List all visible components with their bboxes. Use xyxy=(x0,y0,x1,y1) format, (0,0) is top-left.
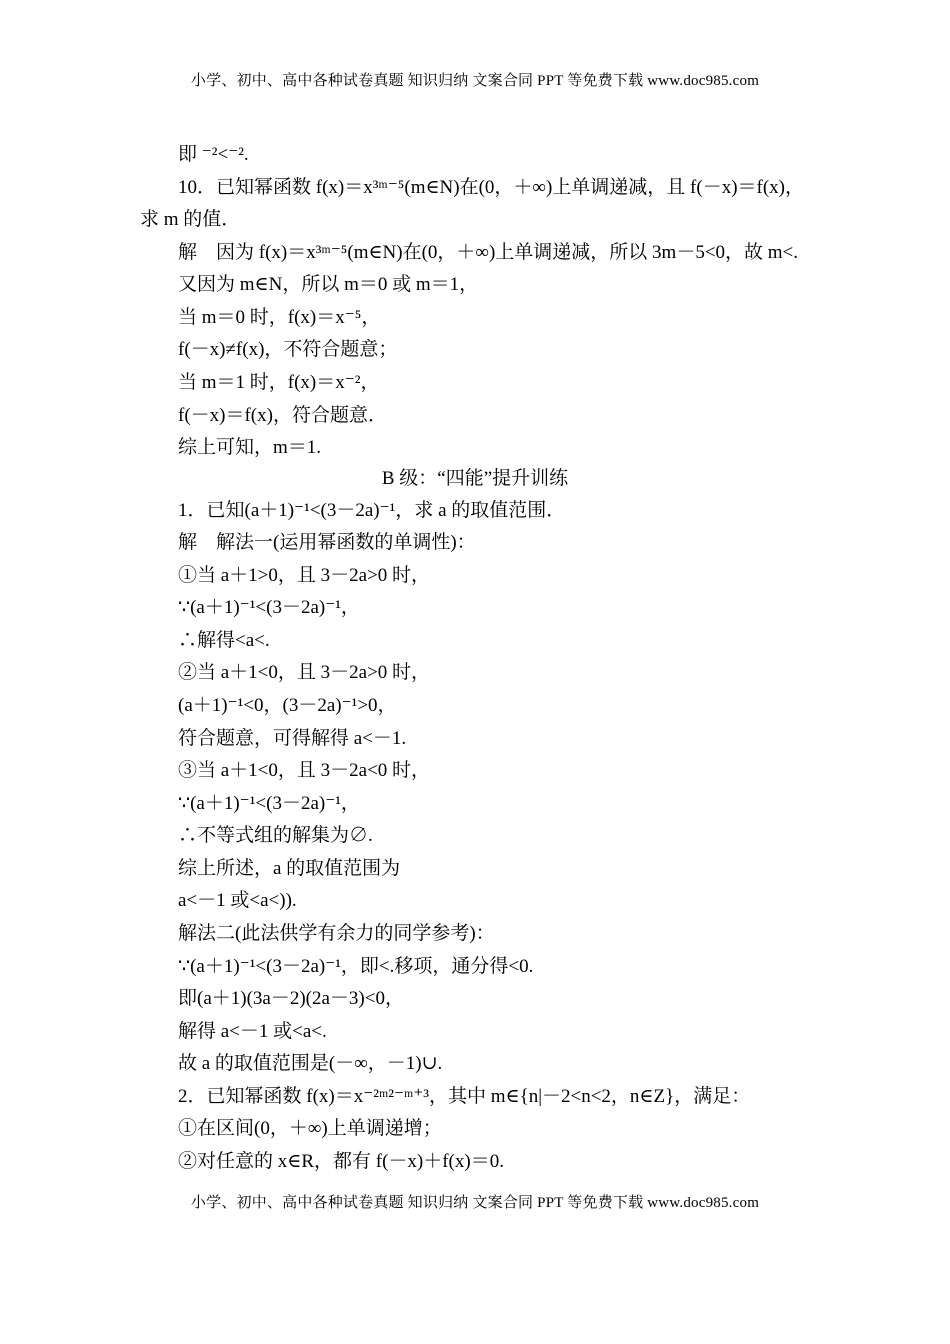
solution-line: 即(a＋1)(3a－2)(2a－3)<0， xyxy=(178,988,404,1009)
solution-line: 符合题意，可得解得 a<－1. xyxy=(178,728,407,749)
problem-1-line: 1．已知(a＋1)⁻¹<(3－2a)⁻¹，求 a 的取值范围． xyxy=(178,500,566,521)
solution-line: 当 m＝1 时，f(x)＝x⁻²， xyxy=(178,372,380,393)
solution-line: 当 m＝0 时，f(x)＝x⁻⁵， xyxy=(178,307,381,328)
solution-line: 解 因为 f(x)＝x³ᵐ⁻⁵(m∈N)在(0，＋∞)上单调递减，所以 3m－5<0，故 m<. xyxy=(178,242,799,263)
solution-line: a<－1 或<a<)). xyxy=(178,890,297,911)
text-line: 即 ⁻²<⁻². xyxy=(178,144,249,165)
solution-line: ∴不等式组的解集为∅. xyxy=(178,825,373,846)
solution-line: 故 a 的取值范围是(－∞，－1)∪. xyxy=(178,1053,443,1074)
solution-line: ①当 a＋1>0，且 3－2a>0 时， xyxy=(178,565,431,586)
solution-line: ∵(a＋1)⁻¹<(3－2a)⁻¹， xyxy=(178,793,360,814)
solution-line: 解法二(此法供学有余力的同学参考)： xyxy=(178,923,495,944)
solution-line: 又因为 m∈N，所以 m＝0 或 m＝1， xyxy=(178,274,479,295)
page-footer: 小学、初中、高中各种试卷真题 知识归纳 文案合同 PPT 等免费下载 www.doc985.com xyxy=(190,1195,760,1211)
solution-line: 解 解法一(运用幂函数的单调性)： xyxy=(178,532,476,553)
solution-line: 解得 a<－1 或<a<. xyxy=(178,1021,327,1042)
solution-line: ∵(a＋1)⁻¹<(3－2a)⁻¹， xyxy=(178,597,360,618)
solution-line: ②当 a＋1<0，且 3－2a>0 时， xyxy=(178,662,431,683)
solution-line: 综上可知，m＝1. xyxy=(178,437,322,458)
solution-line: 综上所述，a 的取值范围为 xyxy=(178,858,401,879)
section-heading: B 级：“四能”提升训练 xyxy=(381,468,569,489)
problem-2-condition: ①在区间(0，＋∞)上单调递增； xyxy=(178,1118,442,1139)
solution-line: ∵(a＋1)⁻¹<(3－2a)⁻¹，即<.移项，通分得<0. xyxy=(178,956,534,977)
solution-line: (a＋1)⁻¹<0，(3－2a)⁻¹>0， xyxy=(178,695,397,716)
problem-2-condition: ②对任意的 x∈R，都有 f(－x)＋f(x)＝0. xyxy=(178,1151,504,1172)
problem-2-line: 2．已知幂函数 f(x)＝x⁻²ᵐ²⁻ᵐ⁺³，其中 m∈{n|－2<n<2，n∈Z}，满足： xyxy=(178,1086,751,1107)
problem-10-line-2: 求 m 的值． xyxy=(140,209,241,230)
solution-line: f(－x)＝f(x)，符合题意． xyxy=(178,405,387,426)
solution-line: f(－x)≠f(x)，不符合题意； xyxy=(178,339,398,360)
solution-line: ∴解得<a<. xyxy=(178,630,270,651)
problem-10-line-1: 10．已知幂函数 f(x)＝x³ᵐ⁻⁵(m∈N)在(0，＋∞)上单调递减，且 f(－x)＝f(x)， xyxy=(178,177,804,198)
solution-line: ③当 a＋1<0，且 3－2a<0 时， xyxy=(178,760,431,781)
page-header: 小学、初中、高中各种试卷真题 知识归纳 文案合同 PPT 等免费下载 www.doc985.com xyxy=(190,73,760,89)
